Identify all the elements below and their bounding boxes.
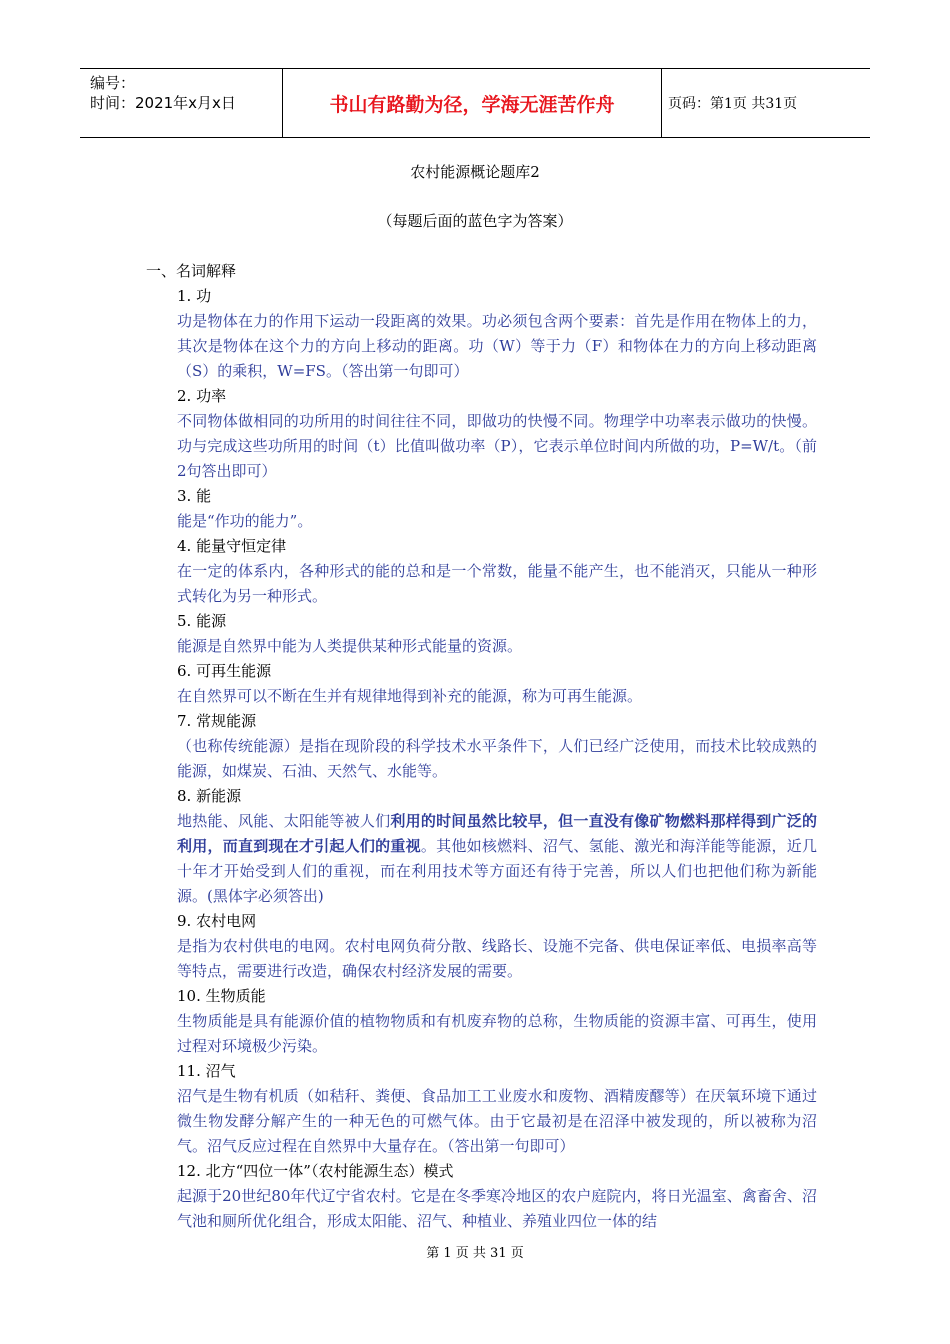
answer-text: 。其他如核燃料、沼气、氢能、激光和海洋能等能源，近几十年才开始受到人们的重视，而在利用技术等方面还有待于完善，所以人们也把他们称为新能源。(黑体字必须答出): [177, 837, 817, 905]
document-title: 农村能源概论题库2: [410, 163, 540, 181]
term-title: 3. 能: [177, 487, 212, 505]
term-answer: [177, 809, 817, 909]
term-answer: 起源于20世纪80年代辽宁省农村。它是在冬季寒冷地区的农户庭院内，将日光温室、禽畜舍、沼气池和厕所优化组合，形成太阳能、沼气、种植业、养殖业四位一体的结: [177, 1187, 817, 1230]
document-subtitle: （每题后面的蓝色字为答案）: [377, 212, 573, 230]
term-title: 1. 功: [177, 287, 212, 305]
answer-bold-text: 利用的时间虽然比较早，但一直没有像矿物燃料那样得到广泛的利用，而直到现在才引起人们的重视: [177, 812, 817, 855]
section-heading: 一、名词解释: [146, 262, 237, 280]
header-motto: 书山有路勤为径，学海无涯苦作舟: [329, 93, 615, 116]
header-page-info: 页码：第1页 共31页: [668, 96, 798, 112]
term-title: 12. 北方“四位一体”（农村能源生态）模式: [177, 1162, 454, 1180]
term-title: 7. 常规能源: [177, 712, 257, 730]
page-footer: 第 1 页 共 31 页: [426, 1246, 524, 1261]
page-header: [80, 68, 870, 138]
term-title: 6. 可再生能源: [177, 662, 272, 680]
date-label: 时间：2021年x月x日: [90, 94, 236, 112]
answer-text: 地热能、风能、太阳能等被人们: [177, 812, 391, 830]
term-title: 2. 功率: [177, 387, 227, 405]
term-answer: 在一定的体系内，各种形式的能的总和是一个常数，能量不能产生，也不能消灭，只能从一种形式转化为另一种形式。: [177, 562, 817, 605]
term-answer: 不同物体做相同的功所用的时间往往不同，即做功的快慢不同。物理学中功率表示做功的快慢。功与完成这些功所用的时间（t）比值叫做功率（P），它表示单位时间内所做的功，P=W/t。（前2句答出即可）: [177, 412, 817, 480]
term-title: 4. 能量守恒定律: [177, 537, 287, 555]
term-answer: 功是物体在力的作用下运动一段距离的效果。功必须包含两个要素：首先是作用在物体上的力，其次是物体在这个力的方向上移动的距离。功（W）等于力（F）和物体在力的方向上移动距离（S）的乘积，W=FS。（答出第一句即可）: [177, 312, 817, 380]
term-title: 11. 沼气: [177, 1062, 236, 1080]
term-answer: 能源是自然界中能为人类提供某种形式能量的资源。: [177, 637, 523, 655]
term-title: 9. 农村电网: [177, 912, 257, 930]
header-motto-cell: [282, 69, 662, 137]
term-title: 8. 新能源: [177, 787, 242, 805]
term-answer: 生物质能是具有能源价值的植物物质和有机废弃物的总称，生物质能的资源丰富、可再生，使用过程对环境极少污染。: [177, 1012, 817, 1055]
term-title: 10. 生物质能: [177, 987, 266, 1005]
term-answer: 在自然界可以不断在生并有规律地得到补充的能源，称为可再生能源。: [177, 687, 643, 705]
header-meta: [90, 73, 280, 113]
term-answer: 沼气是生物有机质（如秸秆、粪便、食品加工工业废水和废物、酒精废醪等）在厌氧环境下通过微生物发酵分解产生的一种无色的可燃气体。由于它最初是在沼泽中被发现的，所以被称为沼气。沼气反应过程在自然界中大量存在。（答出第一句即可）: [177, 1087, 817, 1155]
term-title: 5. 能源: [177, 612, 227, 630]
term-answer: （也称传统能源）是指在现阶段的科学技术水平条件下，人们已经广泛使用，而技术比较成熟的能源，如煤炭、石油、天然气、水能等。: [177, 737, 817, 780]
document-body: [146, 259, 816, 1234]
term-answer: 是指为农村供电的电网。农村电网负荷分散、线路长、设施不完备、供电保证率低、电损率高等等特点，需要进行改造，确保农村经济发展的需要。: [177, 937, 817, 980]
term-answer: 能是“作功的能力”。: [177, 512, 313, 530]
number-label: 编号：: [90, 74, 136, 92]
